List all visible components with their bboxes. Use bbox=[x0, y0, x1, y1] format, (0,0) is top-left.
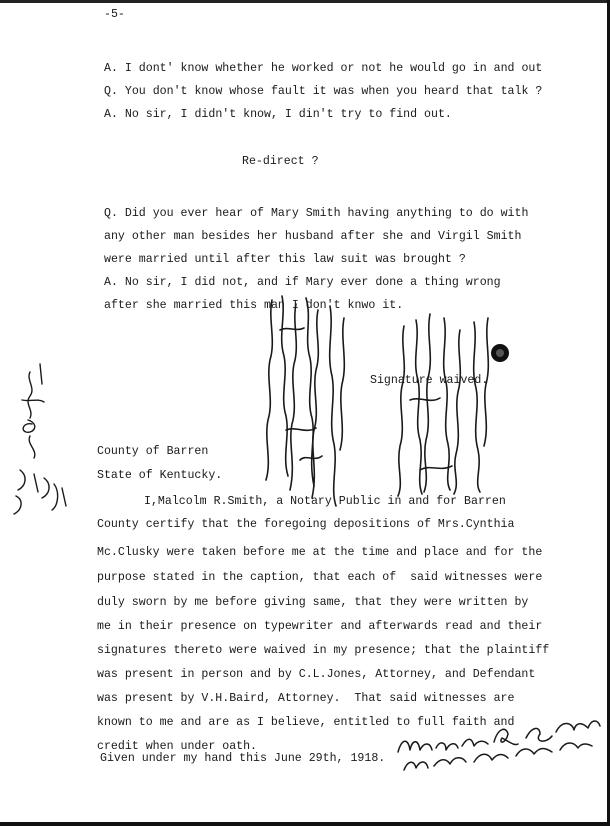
certificate-line-4: purpose stated in the caption, that each of said witnesses were bbox=[97, 571, 543, 584]
vertical-endorsement-right bbox=[398, 314, 488, 496]
redirect-line-1: Q. Did you ever hear of Mary Smith having anything to do with bbox=[104, 207, 529, 220]
certificate-line-11: credit when under oath. bbox=[97, 740, 258, 753]
certificate-line-1: I,Malcolm R.Smith, a Notary Public in and for Barren bbox=[144, 495, 506, 508]
certificate-line-10: known to me and are as I believe, entitled to full faith and bbox=[97, 716, 515, 729]
certificate-line-5: duly sworn by me before giving same, that they were written by bbox=[97, 596, 529, 609]
signature-waived: Signature waived. bbox=[370, 374, 489, 387]
vertical-endorsement-left bbox=[266, 296, 344, 506]
certificate-line-2: County certify that the foregoing depositions of Mrs.Cynthia bbox=[97, 518, 515, 531]
redirect-line-4: A. No sir, I did not, and if Mary ever done a thing wrong bbox=[104, 276, 501, 289]
page-number: -5- bbox=[104, 8, 125, 21]
redirect-line-5: after she married this man I don't knwo it. bbox=[104, 299, 404, 312]
question-line-2: Q. You don't know whose fault it was when you heard that talk ? bbox=[104, 85, 543, 98]
binding-hole bbox=[491, 344, 509, 362]
answer-line-3: A. No sir, I didn't know, I din't try to find out. bbox=[104, 108, 452, 121]
answer-line-1: A. I dont' know whether he worked or not he would go in and out bbox=[104, 62, 543, 75]
scan-border-bottom bbox=[0, 822, 610, 826]
certificate-line-12: Given under my hand this June 29th, 1918. bbox=[100, 752, 386, 765]
state-line: State of Kentucky. bbox=[97, 469, 223, 482]
certificate-line-9: was present by V.H.Baird, Attorney. That said witnesses are bbox=[97, 692, 515, 705]
margin-handwriting bbox=[14, 364, 66, 514]
redirect-line-3: were married until after this law suit was brought ? bbox=[104, 253, 466, 266]
certificate-line-6: me in their presence on typewriter and afterwards read and their bbox=[97, 620, 543, 633]
redirect-line-2: any other man besides her husband after she and Virgil Smith bbox=[104, 230, 522, 243]
scan-border-top bbox=[0, 0, 610, 3]
county-line: County of Barren bbox=[97, 445, 209, 458]
certificate-line-3: Mc.Clusky were taken before me at the time and place and for the bbox=[97, 546, 543, 559]
certificate-line-8: was present in person and by C.L.Jones, Attorney, and Defendant bbox=[97, 668, 536, 681]
binding-hole-inner bbox=[496, 349, 504, 357]
certificate-line-7: signatures thereto were waived in my presence; that the plaintiff bbox=[97, 644, 550, 657]
redirect-heading: Re-direct ? bbox=[242, 155, 319, 168]
